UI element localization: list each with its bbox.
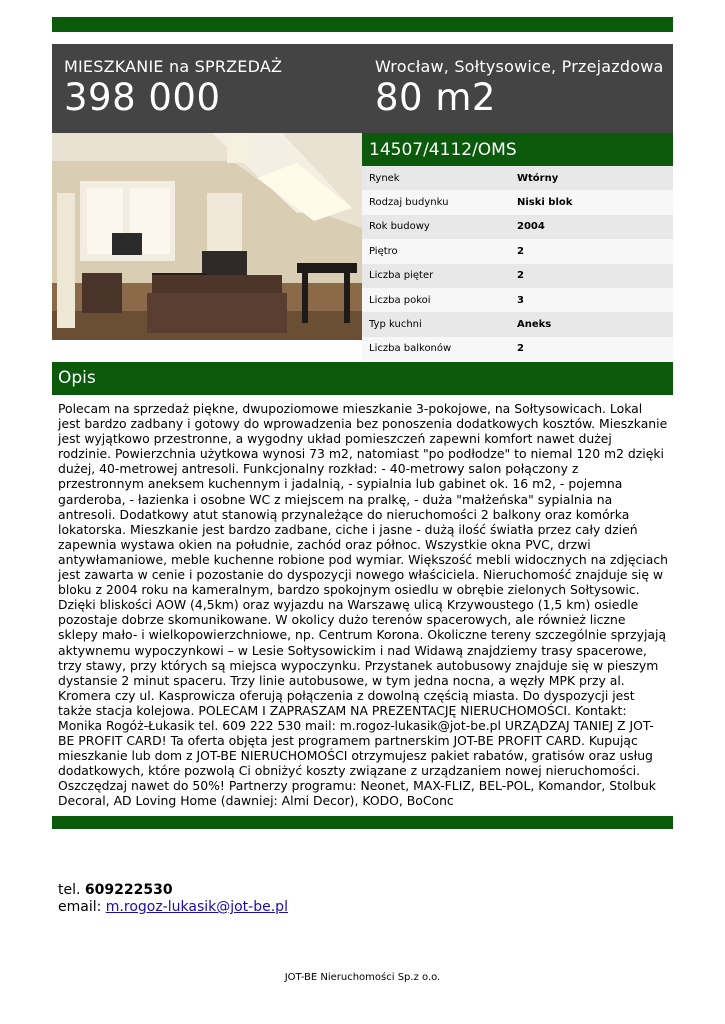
contact-block (58, 882, 288, 916)
phone-number: 609222530 (84, 882, 173, 898)
param-value: Wtórny (517, 172, 559, 184)
offer-type: MIESZKANIE na SPRZEDAŻ (64, 57, 283, 76)
param-row (362, 239, 673, 263)
param-value: 2 (517, 245, 524, 257)
param-label: Rodzaj budynku (369, 197, 449, 209)
description-text: Polecam na sprzedaż piękne, dwupoziomowe mieszkanie 3-pokojowe, na Sołtysowicach. Lokal jest bardzo zadbany i gotowy do wprowadzenia bez ponoszenia dodatkowych kosztów. Mieszkanie jest wyjątkowo przestronne, a wygodny układ pomieszczeń zapewni komfort nawet dużej rodzinie. Powierzchnia użytkowa wynosi 73 m2, natomiast "po podłodze" to niemal 120 m2 dzięki dużej, 40-metrowej antresoli. Funkcjonalny rozkład: - 40-metrowy salon połączony z przestronnym aneksem kuchennym i jadalnią, - sypialnia lub gabinet ok. 16 m2, - pojemna garderoba, - łazienka i osobne WC z miejscem na pralkę, - duża "małżeńska" sypialnia na antresoli. Dodatkowy atut stanowią przynależące do nieruchomości 2 balkony oraz komórka lokatorska. Mieszkanie jest bardzo zadbane, ciche i jasne - dużą ilość światła przez cały dzień zapewnia wystawa okien na południe, zachód oraz północ. Wszystkie okna PVC, drzwi antywłamaniowe, meble kuchenne robione pod wymiar. Większość mebli widocznych na zdjęciach jest zawarta w cenie i pozostanie do dyspozycji nowego właściciela. Nieruchomość znajduje się w bloku z 2004 roku na kameralnym, bardzo spokojnym osiedlu w obrębie zielonych Sołtysowic. Dzięki bliskości AOW (4,5km) oraz wyjazdu na Warszawę ulicą Krzywoustego (1,5 km) osiedle pozostaje dobrze skomunikowane. W okolicy dużo terenów spacerowych, ale również liczne sklepy mało- i wielkopowierzchniowe, np. Centrum Korona. Okoliczne tereny szczególnie sprzyjają aktywnemu wypoczynkowi – w Lesie Sołtysowickim i nad Widawą znajdziemy trasy spacerowe, trzy stawy, przy których są miejsca wypoczynku. Przystanek autobusowy znajduje się w pieszym dystansie 2 minut spaceru. Trzy linie autobusowe, w tym jedna nocna, a węzły MPK przy al. Kromera czy ul. Kasprowicza oferują połączenia z dowolną częścią miasta. Do dyspozycji jest także stacja kolejowa. POLECAM I ZAPRASZAM NA PREZENTACJĘ NIERUCHOMOŚCI. Kontakt: Monika Rogóż-Łukasik tel. 609 222 530 mail: m.rogoz-lukasik@jot-be.pl URZĄDZAJ TANIEJ Z JOT-BE PROFIT CARD! Ta oferta objęta jest programem partnerskim JOT-BE PROFIT CARD. Kupując mieszkanie lub dom z JOT-BE NIERUCHOMOŚCI otrzymujesz pakiet rabatów, gratisów oraz usług dodatkowych, które pozwolą Ci obniżyć koszty związane z urządzaniem nowej nieruchomości. Oszczędzaj nawet do 50%! Partnerzy programu: Neonet, MAX-FLIZ, BEL-POL, Komandor, Stolbuk Decoral, AD Loving Home (dawniej: Almi Decor), KODO, BoConc (58, 401, 668, 809)
price: 398 000 (64, 76, 221, 119)
listing-header (52, 44, 673, 133)
param-row (362, 312, 673, 336)
property-photo (52, 133, 362, 340)
top-accent-bar (52, 17, 673, 32)
living-room-photo (52, 133, 362, 340)
param-label: Liczba balkonów (369, 343, 452, 355)
param-label: Liczba pokoi (369, 294, 431, 306)
param-value: 2 (517, 270, 524, 282)
footer-company: JOT-BE Nieruchomości Sp.z o.o. (284, 972, 441, 983)
param-value: 2 (517, 343, 524, 355)
phone-line (58, 882, 288, 899)
param-label: Rynek (369, 172, 400, 184)
bottom-accent-bar (52, 816, 673, 829)
description-heading: Opis (52, 362, 673, 395)
param-row (362, 264, 673, 288)
header-right (375, 44, 664, 118)
location: Wrocław, Sołtysowice, Przejazdowa (375, 57, 664, 76)
param-label: Typ kuchni (369, 319, 422, 331)
parameters-table (362, 166, 673, 361)
param-value: 2004 (517, 221, 545, 233)
email-line (58, 899, 288, 916)
param-value: Aneks (517, 319, 552, 331)
param-row (362, 288, 673, 312)
email-label: email: (58, 899, 102, 915)
param-row (362, 190, 673, 214)
reference-number: 14507/4112/OMS (362, 133, 673, 166)
phone-label: tel. (58, 882, 81, 898)
header-left (64, 44, 282, 118)
email-link[interactable]: m.rogoz-lukasik@jot-be.pl (105, 899, 288, 915)
param-row (362, 166, 673, 190)
param-row (362, 337, 673, 361)
param-label: Rok budowy (369, 221, 430, 233)
area: 80 m2 (375, 76, 496, 119)
param-label: Piętro (369, 245, 398, 257)
param-row (362, 215, 673, 239)
param-value: Niski blok (517, 197, 573, 209)
param-label: Liczba pięter (369, 270, 434, 282)
param-value: 3 (517, 294, 524, 306)
